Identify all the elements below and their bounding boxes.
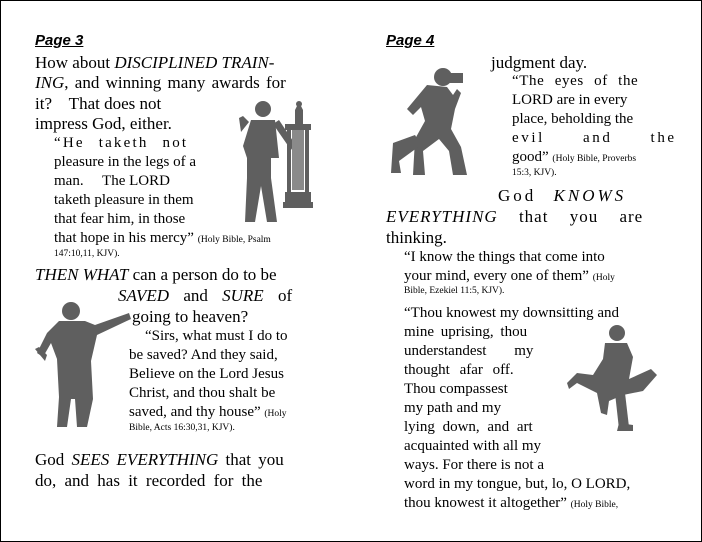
left-p1-line3: it? That does not <box>35 94 162 113</box>
page-label-left: Page 3 <box>35 32 84 49</box>
right-q1-line2: LORD are in every <box>512 92 628 108</box>
right-q3-line11: thou knowest it altogether” (Holy Bible, <box>404 495 619 511</box>
left-q1-line6: that hope in his mercy” (Holy Bible, Psalm <box>54 230 271 246</box>
left-p2-line2: SAVED and SURE of <box>118 286 293 305</box>
left-q2-line5: saved, and thy house” (Holy <box>129 404 287 420</box>
left-q1-line4: taketh pleasure in them <box>54 192 194 208</box>
left-q2-line4: Christ, and thou shalt be <box>129 385 276 401</box>
right-q3-line1: “Thou knowest my downsitting and <box>404 305 619 321</box>
right-p2-line1: God KNOWS <box>498 186 627 205</box>
left-q1-line3: man. The LORD <box>54 173 170 189</box>
left-p1-line1: How about DISCIPLINED TRAIN- <box>35 53 275 72</box>
left-p3-line2: do, and has it recorded for the <box>35 471 263 490</box>
left-q2-ref: Bible, Acts 16:30,31, KJV). <box>129 423 235 433</box>
right-line1: judgment day. <box>491 53 588 72</box>
right-q3-line4: thought afar off. <box>404 362 514 378</box>
left-q1-ref: 147:10,11, KJV). <box>54 249 120 259</box>
trophy-man-illustration <box>237 98 323 226</box>
left-q2-line2: be saved? And they said, <box>129 347 278 363</box>
page-label-right: Page 4 <box>386 32 435 49</box>
left-q1-line5: that fear him, in those <box>54 211 186 227</box>
right-q3-line3: understandest my <box>404 343 534 359</box>
right-q1-line1: “The eyes of the <box>512 73 639 89</box>
right-q2-ref: Bible, Ezekiel 11:5, KJV). <box>404 286 505 296</box>
right-q3-line6: my path and my <box>404 400 502 416</box>
right-q3-line5: Thou compassest <box>404 381 508 397</box>
left-p1-line2: ING, and winning many awards for <box>35 73 286 92</box>
left-q2-line1: “Sirs, what must I do to <box>145 328 288 344</box>
right-q3-line2: mine uprising, thou <box>404 324 528 340</box>
right-q3-line10: word in my tongue, but, lo, O LORD, <box>404 476 631 492</box>
sitting-man-illustration <box>567 323 659 433</box>
right-p2-line2: EVERYTHING that you are <box>386 207 644 226</box>
right-q3-line8: acquainted with all my <box>404 438 542 454</box>
right-q3-line7: lying down, and art <box>404 419 533 435</box>
right-q2-line1: “I know the things that come into <box>404 249 605 265</box>
right-q1-line4: evil and the <box>512 130 677 146</box>
left-p1-line4: impress God, either. <box>35 114 172 133</box>
left-q2-line3: Believe on the Lord Jesus <box>129 366 284 382</box>
right-q1-line5: good” (Holy Bible, Proverbs <box>512 149 637 165</box>
left-p2-line1: THEN WHAT can a person do to be <box>35 265 277 284</box>
right-p2-line3: thinking. <box>386 228 447 247</box>
left-p3-line1: God SEES EVERYTHING that you <box>35 450 284 469</box>
right-q1-ref: 15:3, KJV). <box>512 168 557 178</box>
left-q1-line2: pleasure in the legs of a <box>54 154 197 170</box>
left-p2-line3: going to heaven? <box>132 307 249 326</box>
left-q1-line1: “He taketh not <box>54 135 189 151</box>
right-q3-line9: ways. For there is not a <box>404 457 544 473</box>
right-q2-line2: your mind, every one of them” (Holy <box>404 268 615 284</box>
kneeling-photographer-illustration <box>391 65 477 181</box>
pointing-man-illustration <box>35 299 131 429</box>
right-q1-line3: place, beholding the <box>512 111 634 127</box>
